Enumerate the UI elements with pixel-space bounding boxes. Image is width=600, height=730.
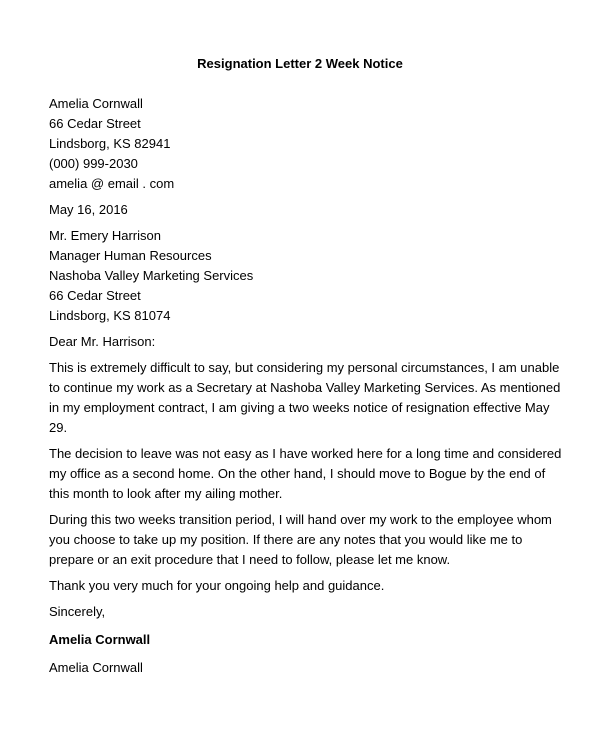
- recipient-street: 66 Cedar Street: [49, 288, 141, 303]
- body-paragraph-1-block: [49, 358, 569, 438]
- recipient-address: [49, 226, 569, 326]
- signature: Amelia Cornwall: [49, 632, 151, 647]
- body-paragraph-4-block: [49, 576, 569, 596]
- body-paragraph: This is extremely difficult to say, but considering my personal circumstances, I am unable to continue my work as a Secretary at Nashoba Valley Marketing Services. As mentioned in my employment contract, I am giving a two weeks notice of resignation effective May 29.: [49, 360, 561, 435]
- body-paragraph: Thank you very much for your ongoing help and guidance.: [49, 578, 385, 593]
- body-paragraph: The decision to leave was not easy as I have worked here for a long time and considered my office as a second home. On the other hand, I should move to Bogue by the end of this month to look after my ailing mother.: [49, 446, 562, 501]
- letter-date: May 16, 2016: [49, 202, 128, 217]
- sender-phone: (000) 999-2030: [49, 156, 138, 171]
- closing: Sincerely,: [49, 604, 106, 619]
- signature-block: [49, 630, 569, 650]
- recipient-city: Lindsborg, KS 81074: [49, 308, 171, 323]
- recipient-title: Manager Human Resources: [49, 248, 212, 263]
- document-title: Resignation Letter 2 Week Notice: [197, 56, 403, 71]
- printed-name-block: [49, 658, 569, 678]
- sender-city: Lindsborg, KS 82941: [49, 136, 171, 151]
- sender-email: amelia @ email . com: [49, 176, 175, 191]
- salutation: Dear Mr. Harrison:: [49, 334, 156, 349]
- printed-name: Amelia Cornwall: [49, 660, 143, 675]
- letter-date-block: [49, 200, 569, 220]
- sender-street: 66 Cedar Street: [49, 116, 141, 131]
- closing-block: [49, 602, 569, 622]
- recipient-name: Mr. Emery Harrison: [49, 228, 161, 243]
- recipient-company: Nashoba Valley Marketing Services: [49, 268, 254, 283]
- body-paragraph-3-block: [49, 510, 569, 570]
- salutation-block: [49, 332, 569, 352]
- sender-address: [49, 94, 569, 194]
- body-paragraph: During this two weeks transition period, I will hand over my work to the employee whom you choose to take up my position. If there are any notes that you would like me to prepare or an exit procedure that I need to follow, please let me know.: [49, 512, 552, 567]
- sender-name: Amelia Cornwall: [49, 96, 143, 111]
- body-paragraph-2-block: [49, 444, 569, 504]
